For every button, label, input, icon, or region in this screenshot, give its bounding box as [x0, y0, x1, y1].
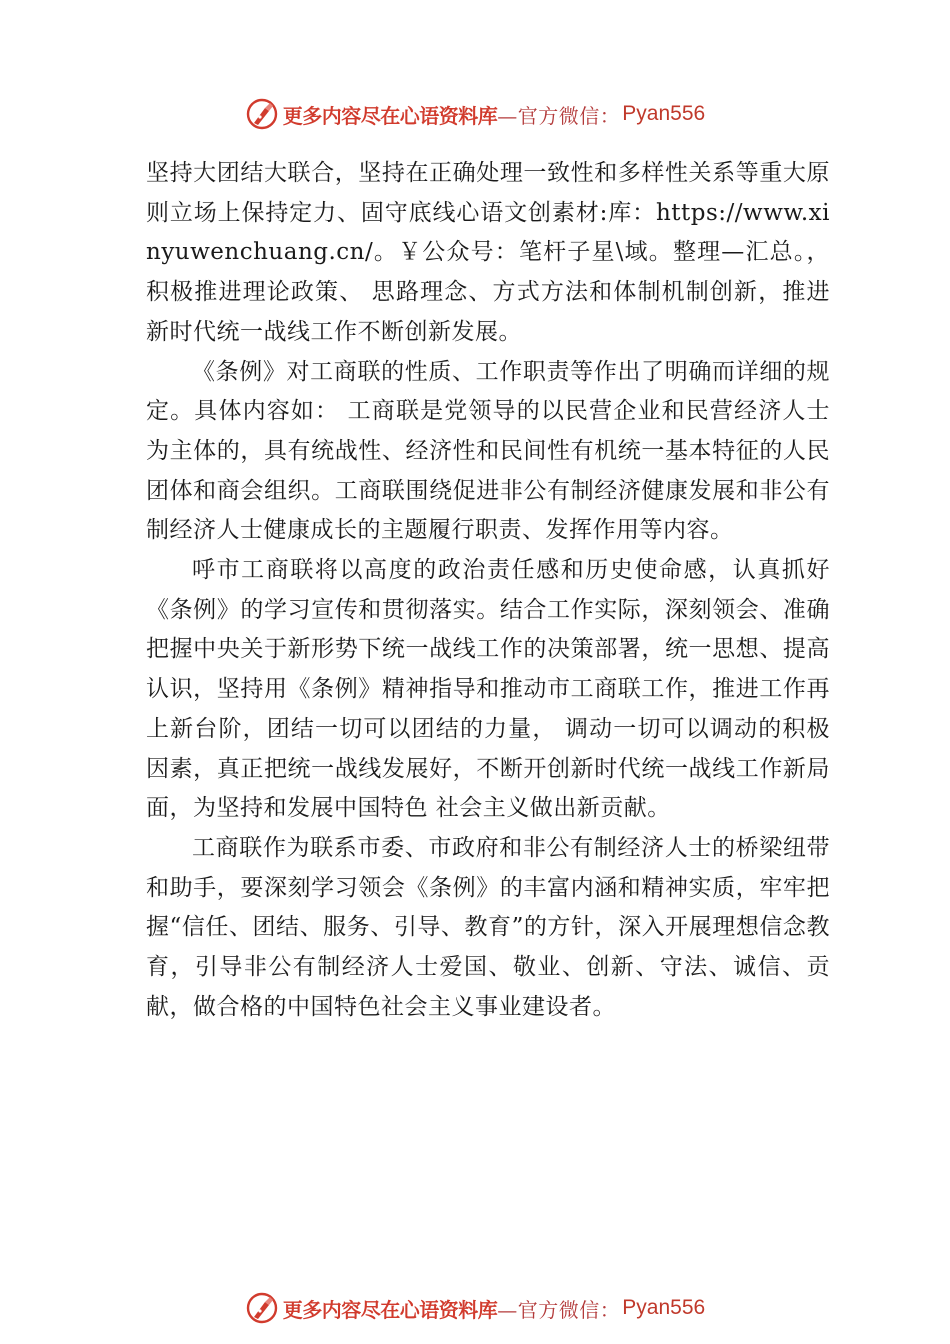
pen-nib-circle-icon — [245, 1291, 279, 1325]
header-wechat-id: Pyan556 — [622, 102, 706, 125]
header-brand: 更多内容尽在心语资料库 — [282, 103, 498, 128]
paragraph-3: 呼市工商联将以高度的政治责任感和历史使命感，认真抓好《条例》的学习宣传和贯彻落实。结合工作实际，深刻领会、准确把握中央关于新形势下统一战线工作的决策部署，统一思想、提高认识，坚持用《条例》精神指导和推动市工商联工作，推进工作再上新台阶，团结一切可以团结的力量， 调动一切可以调动的积极因素，真正把统一战线发展好，不断开创新时代统一战线工作新局面，为坚持和发展中国特色 社会主义做出新贡献。 — [146, 557, 830, 822]
footer-wechat-id: Pyan556 — [622, 1296, 706, 1319]
footer-brand: 更多内容尽在心语资料库 — [282, 1297, 498, 1322]
header-banner — [0, 94, 950, 134]
paragraph-2: 《条例》对工商联的性质、工作职责等作出了明确而详细的规定。具体内容如： 工商联是党领导的以民营企业和民营经济人士为主体的，具有统战性、经济性和民间性有机统一基本特征的人民团体和商会组织。工商联围绕促进非公有制经济健康发展和非公有制经济人士健康成长的主题履行职责、发挥作用等内容。 — [146, 358, 830, 544]
header-separator: —官方微信： — [497, 103, 621, 128]
paragraph-4: 工商联作为联系市委、市政府和非公有制经济人士的桥梁纽带和助手，要深刻学习领会《条例》的丰富内涵和精神实质，牢牢把握“信任、团结、服务、引导、教育”的方针，深入开展理想信念教育，引导非公有制经济人士爱国、敬业、创新、守法、诚信、贡献，做合格的中国特色社会主义事业建设者。 — [146, 834, 830, 1020]
footer-separator: —官方微信： — [497, 1297, 621, 1322]
footer-banner — [0, 1288, 950, 1328]
pen-nib-circle-icon — [245, 97, 279, 131]
paragraph-1: 坚持大团结大联合，坚持在正确处理一致性和多样性关系等重大原则立场上保持定力、固守底线心语文创素材:库：https://www.xinyuwenchuang.cn/。￥公众号：笔杆子星\域。整理—汇总。，积极推进理论政策、 思路理念、方式方法和体制机制创新，推进新时代统一战线工作不断创新发展。 — [146, 160, 830, 345]
document-body — [146, 154, 830, 1027]
